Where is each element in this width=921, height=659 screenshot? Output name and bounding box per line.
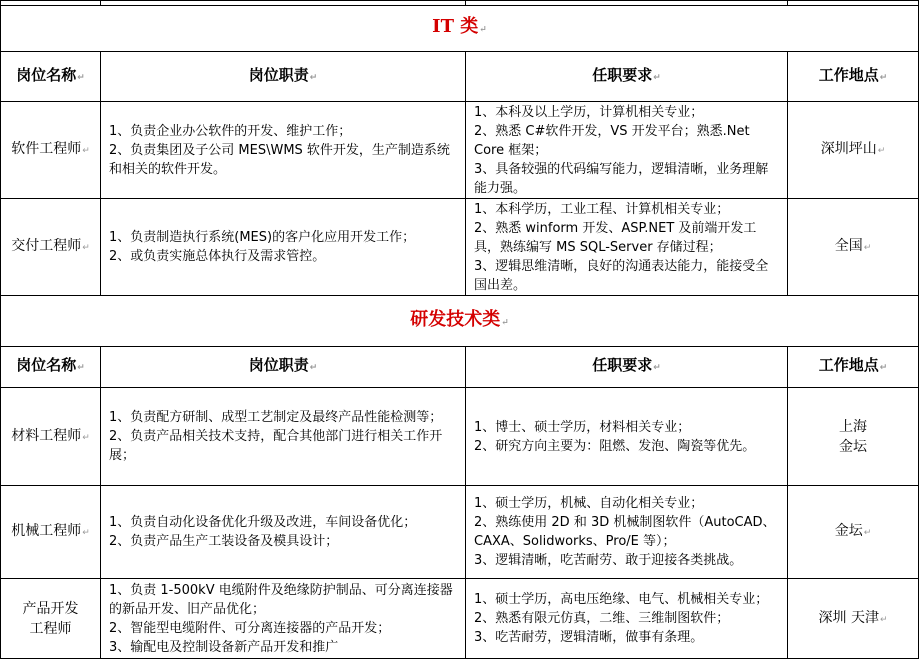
header-requirements: 任职要求↵ xyxy=(466,52,788,102)
job-name: 交付工程师↵ xyxy=(1,199,101,296)
job-requirements xyxy=(466,579,788,659)
requirement-line: 3、逻辑思维清晰，良好的沟通表达能力，能接受全国出差。 xyxy=(474,258,769,293)
job-duties xyxy=(101,388,466,486)
requirement-line: 1、硕士学历，机械、自动化相关专业； xyxy=(474,496,704,511)
table-row xyxy=(1,199,919,296)
paragraph-mark-icon: ↵ xyxy=(479,25,487,35)
job-duties xyxy=(101,579,466,659)
requirement-line: 1、本科及以上学历，计算机相关专业； xyxy=(474,104,704,120)
table-row xyxy=(1,486,919,579)
header-requirements: 任职要求↵ xyxy=(466,347,788,388)
requirement-line: 2、熟悉 C#软件开发，VS 开发平台；熟悉.Net Core 框架； xyxy=(474,123,750,158)
section-title xyxy=(1,296,919,347)
requirement-line: 2、熟练使用 2D 和 3D 机械制图软件（AutoCAD、CAXA、Solidworks、Pro/E 等）； xyxy=(474,515,776,549)
job-location: 深圳 天津↵ xyxy=(788,579,919,659)
requirement-line: 2、研究方向主要为：阻燃、发泡、陶瓷等优先。 xyxy=(474,438,756,454)
job-duties xyxy=(101,102,466,199)
location-line: 金坛 xyxy=(839,438,867,455)
duty-line: 1、负责制造执行系统(MES)的客户化应用开发工作； xyxy=(109,230,416,245)
job-requirements xyxy=(466,388,788,486)
duty-line: 1、负责企业办公软件的开发、维护工作； xyxy=(109,123,352,139)
header-duties: 岗位职责↵ xyxy=(101,347,466,388)
requirement-line: 3、吃苦耐劳，逻辑清晰，做事有条理。 xyxy=(474,630,704,645)
requirement-line: 2、熟悉 winform 开发、ASP.NET 及前端开发工具，熟练编写 MS SQL-Server 存储过程； xyxy=(474,220,757,255)
section-title xyxy=(1,6,919,52)
location-line: 上海 xyxy=(839,418,867,435)
table-row xyxy=(1,388,919,486)
job-name xyxy=(1,579,101,659)
paragraph-mark-icon: ↵ xyxy=(501,317,509,328)
duty-line: 2、或负责实施总体执行及需求管控。 xyxy=(109,249,326,264)
duty-line: 3、输配电及控制设备新产品开发和推广 xyxy=(109,640,339,655)
job-requirements xyxy=(466,199,788,296)
section-header-rd xyxy=(1,296,919,347)
duty-line: 2、负责产品生产工装设备及模具设计； xyxy=(109,534,339,549)
job-location: 金坛↵ xyxy=(788,486,919,579)
job-name: 软件工程师↵ xyxy=(1,102,101,199)
job-duties xyxy=(101,199,466,296)
job-duties xyxy=(101,486,466,579)
job-location: 全国↵ xyxy=(788,199,919,296)
job-name-line: 工程师 xyxy=(29,620,72,637)
duty-line: 1、负责 1-500kV 电缆附件及绝缘防护制品、可分离连接器的新品开发、旧产品优化； xyxy=(109,583,453,617)
requirement-line: 3、具备较强的代码编写能力，逻辑清晰，业务理解能力强。 xyxy=(474,161,769,196)
job-name-line: 产品开发 xyxy=(22,600,79,617)
job-name: 材料工程师↵ xyxy=(1,388,101,486)
duty-line: 2、负责集团及子公司 MES\WMS 软件开发，生产制造系统和相关的软件开发。 xyxy=(109,142,450,177)
header-name: 岗位名称↵ xyxy=(1,52,101,102)
job-requirements xyxy=(466,102,788,199)
duty-line: 1、负责自动化设备优化升级及改进，车间设备优化； xyxy=(109,515,417,530)
header-duties: 岗位职责↵ xyxy=(101,52,466,102)
job-name: 机械工程师↵ xyxy=(1,486,101,579)
duty-line: 2、智能型电缆附件、可分离连接器的产品开发； xyxy=(109,621,391,636)
section-title-text: IT 类 xyxy=(432,16,479,37)
requirement-line: 3、逻辑清晰，吃苦耐劳、敢于迎接各类挑战。 xyxy=(474,553,743,568)
requirement-line: 1、本科学历，工业工程、计算机相关专业； xyxy=(474,201,730,217)
table-row xyxy=(1,102,919,199)
header-location: 工作地点↵ xyxy=(788,52,919,102)
job-requirements xyxy=(466,486,788,579)
job-location xyxy=(788,388,919,486)
section-header-it xyxy=(1,6,919,52)
requirement-line: 2、熟悉有限元仿真，二维、三维制图软件； xyxy=(474,611,730,626)
table-row xyxy=(1,579,919,659)
column-header-row xyxy=(1,52,919,102)
duty-line: 1、负责配方研制、成型工艺制定及最终产品性能检测等； xyxy=(109,410,443,425)
duty-line: 2、负责产品相关技术支持，配合其他部门进行相关工作开展； xyxy=(109,429,443,463)
job-location: 深圳坪山↵ xyxy=(788,102,919,199)
requirement-line: 1、博士、硕士学历，材料相关专业； xyxy=(474,419,691,435)
section-title-text: 研发技术类 xyxy=(410,308,501,330)
requirement-line: 1、硕士学历，高电压绝缘、电气、机械相关专业； xyxy=(474,592,769,607)
header-location: 工作地点↵ xyxy=(788,347,919,388)
header-name: 岗位名称↵ xyxy=(1,347,101,388)
column-header-row xyxy=(1,347,919,388)
